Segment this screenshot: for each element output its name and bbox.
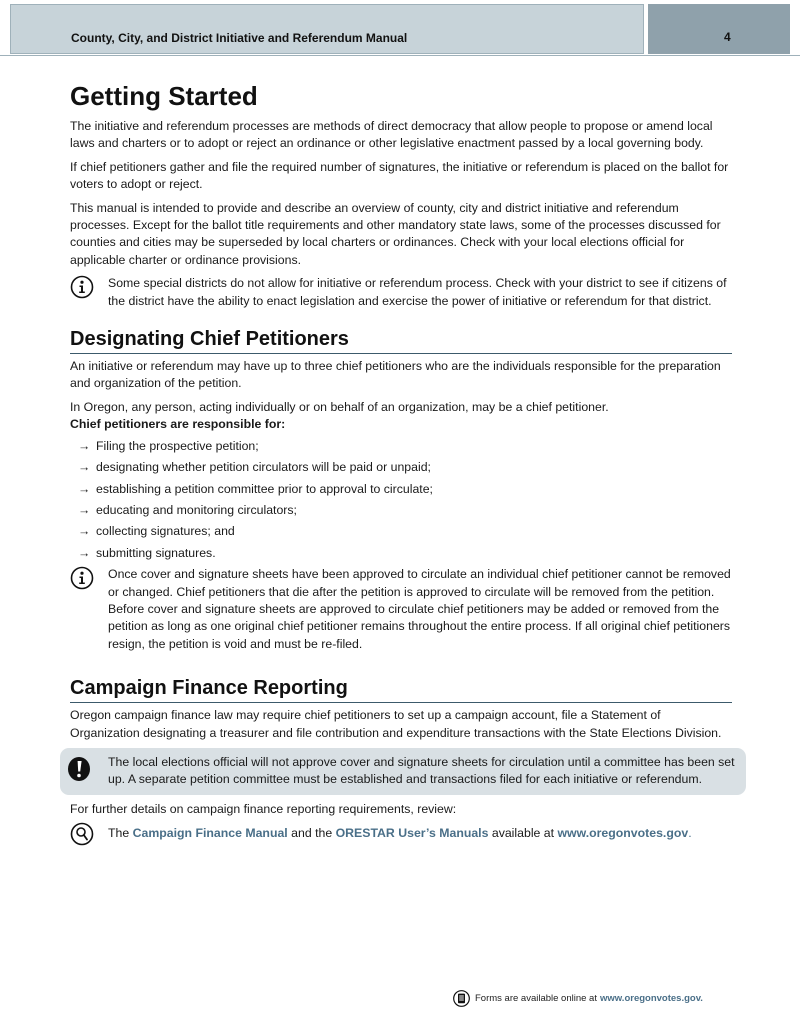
getting-started-p2: If chief petitioners gather and file the required number of signatures, the initiative or referendum is placed on the ballot for voters to adopt or reject. <box>70 159 729 192</box>
info-icon <box>70 275 94 299</box>
responsibility-list <box>78 438 732 562</box>
info-note-text: Some special districts do not allow for initiative or referendum process. Check with your district to see if citizens of the district have the ability to enact legislation and exercise the power of initiative or referendum for that district. <box>108 276 727 308</box>
header-rule <box>0 55 800 56</box>
orestar-manuals-link[interactable]: ORESTAR User’s Manuals <box>335 826 489 841</box>
footer-link[interactable]: www.oregonvotes.gov. <box>599 993 703 1004</box>
list-item: → submitting signatures. <box>78 545 732 562</box>
arrow-icon: → <box>78 438 91 453</box>
info-note-districts <box>70 275 732 310</box>
magnifier-icon <box>70 822 94 846</box>
getting-started-p1: The initiative and referendum processes are methods of direct democracy that allow people to propose or amend local laws and charters or to adopt or reject an ordinance or other legislative enactment passed by a local governing body. <box>70 119 713 151</box>
getting-started-p3: This manual is intended to provide and describe an overview of county, city and district initiative and referendum processes. Except for the ballot title requirements and other mandatory state laws, some of the processes discussed for counties and cities may be superseded by local charters or ordinances. Check with your local elections official for applicable charter or ordinance provisions. <box>70 200 721 267</box>
exclamation-icon <box>67 756 91 782</box>
list-item: → collecting signatures; and <box>78 523 732 540</box>
heading-campaign: Campaign Finance Reporting <box>70 675 732 703</box>
list-item: → educating and monitoring circulators; <box>78 502 732 519</box>
arrow-icon: → <box>78 502 91 517</box>
list-item: → designating whether petition circulators will be paid or unpaid; <box>78 459 732 476</box>
campaign-p1: Oregon campaign finance law may require chief petitioners to set up a campaign account, file a Statement of Organization designating a treasurer and file contribution and expenditure transactions with the State Elections Division. <box>70 708 722 740</box>
footer-text: Forms are available online at <box>475 993 597 1004</box>
list-item: → Filing the prospective petition; <box>78 438 732 455</box>
designating-p1: An initiative or referendum may have up to three chief petitioners who are the individuals responsible for the preparation and organization of the petition. <box>70 359 721 391</box>
alert-box <box>60 748 746 795</box>
info-note-text: Once cover and signature sheets have been approved to circulate an individual chief petitioner cannot be removed or changed. Chief petitioners that die after the petition is approved to circulate will be removed from the petition. Before cover and signature sheets are approved to circulate chief petitioners may be added or removed from the petition as long as one original chief petitioner remains throughout the entire process. If all original chief petitioners resign, the petition is void and must be re-filed. <box>108 567 731 651</box>
arrow-icon: → <box>78 524 91 539</box>
page-content <box>70 80 735 850</box>
reference-note: The Campaign Finance Manual and the ORESTAR User’s Manuals available at www.oregonvotes.gov. <box>70 822 732 844</box>
info-note-petitioners <box>70 566 732 653</box>
arrow-icon: → <box>78 481 91 496</box>
info-icon <box>70 566 94 590</box>
page-header <box>10 4 790 54</box>
campaign-p2: For further details on campaign finance reporting requirements, review: <box>70 801 457 816</box>
page-footer <box>453 990 703 1007</box>
forms-icon <box>453 990 470 1007</box>
heading-getting-started: Getting Started <box>70 81 258 111</box>
list-item: → establishing a petition committee prior to approval to circulate; <box>78 481 732 498</box>
header-page-bar <box>648 4 790 54</box>
alert-text: The local elections official will not approve cover and signature sheets for circulation until a committee has been set up. A separate petition committee must be established and transactions filed for each initiative or referendum. <box>108 754 735 787</box>
designating-p2: In Oregon, any person, acting individually or on behalf of an organization, may be a chief petitioner. <box>70 399 609 414</box>
campaign-finance-manual-link[interactable]: Campaign Finance Manual <box>132 826 288 841</box>
oregonvotes-link[interactable]: www.oregonvotes.gov <box>557 826 689 841</box>
arrow-icon: → <box>78 545 91 560</box>
responsible-label: Chief petitioners are responsible for: <box>70 417 286 432</box>
header-title: County, City, and District Initiative and Referendum Manual <box>71 31 408 45</box>
arrow-icon: → <box>78 460 91 475</box>
page-number: 4 <box>724 30 731 44</box>
heading-designating: Designating Chief Petitioners <box>70 326 732 354</box>
header-title-bar <box>10 4 644 54</box>
